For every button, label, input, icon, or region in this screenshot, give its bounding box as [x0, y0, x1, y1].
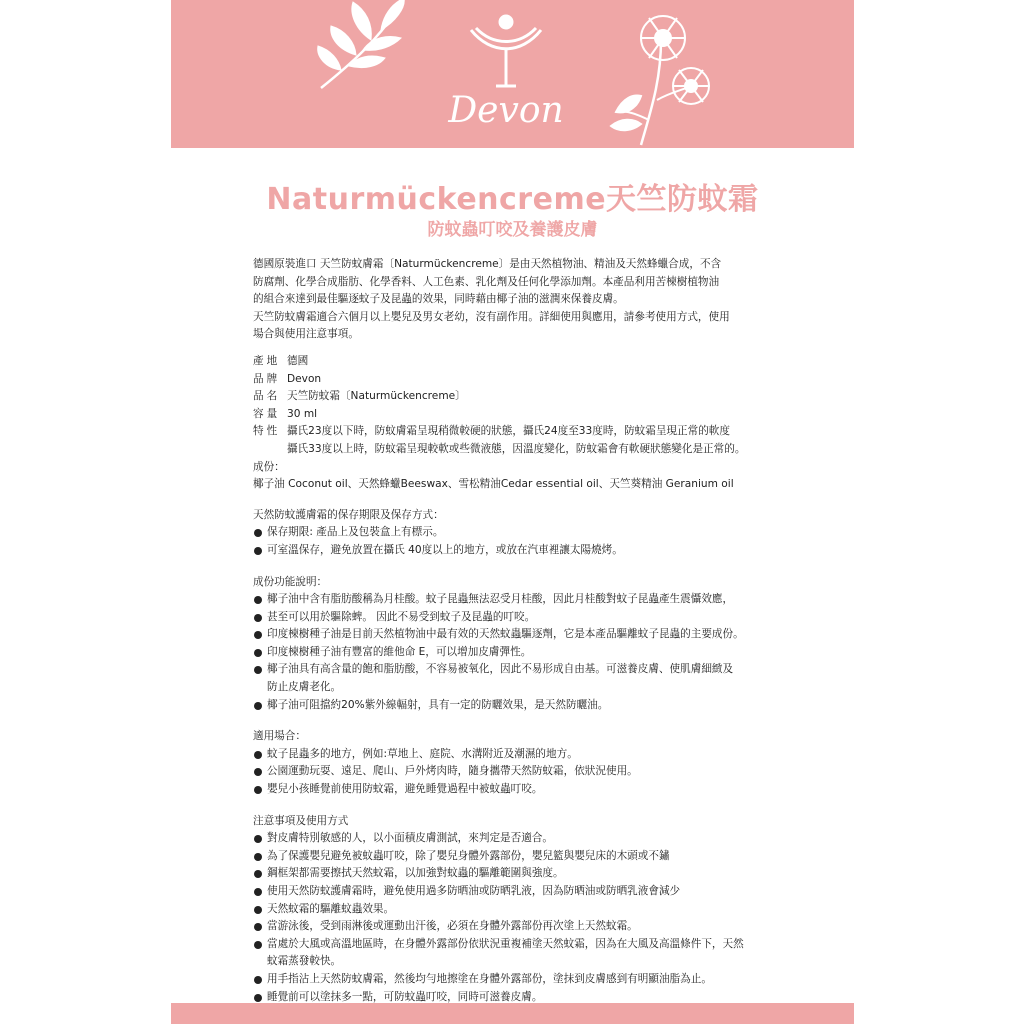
spec-label: 品牌 — [253, 372, 281, 385]
spec-value: 德國 — [287, 354, 309, 367]
list-item-text: 使用天然防蚊護膚霜時，避免使用過多防晒油或防晒乳液，因為防晒油或防晒乳液會減少 — [267, 885, 681, 897]
floral-logo-illustration — [171, 0, 854, 148]
intro-line: 德國原裝進口 天竺防蚊膚霜〔Naturmückencreme〕是由天然植物油、精油及天然蜂蠟合成，不含 — [253, 258, 722, 270]
spec-label: 特性 — [253, 425, 281, 438]
section-heading: 注意事項及使用方式 — [253, 814, 349, 827]
devon-emblem-icon — [471, 16, 541, 86]
section-bullet-list — [253, 524, 773, 559]
list-item — [253, 781, 773, 799]
list-item-text: 蚊子昆蟲多的地方，例如:草地上、庭院、水溝附近及潮濕的地方。 — [267, 747, 578, 760]
section-heading: 天然防蚊護膚霜的保存期限及保存方式： — [253, 508, 444, 521]
flower-illustration-icon — [611, 16, 709, 145]
info-sections — [253, 494, 773, 1006]
list-item-text: 可室溫保存，避免放置在攝氏 40度以上的地方，或放在汽車裡讓太陽燒烤。 — [267, 543, 623, 556]
section-heading: 成份功能說明： — [253, 575, 328, 588]
list-item — [253, 971, 773, 989]
ingredients-list: 椰子油 Coconut oil、天然蜂蠟Beeswax、雪松精油Cedar essential oil、天竺葵精油 Geranium oil — [253, 478, 734, 491]
spec-continuation: 攝氏33度以上時，防蚊霜呈現較軟或些微液態，因溫度變化，防蚊霜會有軟硬狀態變化是正常的。 — [287, 442, 746, 455]
list-item-text: 當處於大風或高溫地區時，在身體外露部份依狀況重複補塗天然蚊霜，因為在大風及高溫條件下，天然 蚊霜蒸發較快。 — [267, 937, 744, 968]
list-item — [253, 830, 773, 848]
list-item — [253, 661, 773, 696]
list-item — [253, 609, 773, 627]
list-item — [253, 591, 773, 609]
spec-value: 攝氏23度以下時，防蚊膚霜呈現稍微較硬的狀態，攝氏24度至33度時，防蚊霜呈現正常的軟度 — [287, 425, 730, 438]
page-subtitle: 防蚊蟲叮咬及養護皮膚 — [427, 220, 598, 240]
product-description — [253, 256, 773, 1006]
list-item — [253, 883, 773, 901]
brand-logo-text: Devon — [448, 90, 564, 131]
spec-value: 30 ml — [287, 407, 318, 420]
list-item-text: 為了保護嬰兒避免被蚊蟲叮咬，除了嬰兒身體外露部份，嬰兒籃與嬰兒床的木頭或不鏽 — [267, 849, 670, 862]
product-page — [171, 0, 854, 1024]
list-item-text: 保存期限: 產品上及包裝盒上有標示。 — [267, 526, 444, 539]
spec-value: Devon — [287, 372, 322, 385]
spec-row-volume — [253, 406, 773, 424]
list-item — [253, 901, 773, 919]
spec-row-property — [253, 423, 773, 441]
ingredients-label: 成份： — [253, 460, 285, 473]
list-item — [253, 865, 773, 883]
list-item-text: 公園運動玩耍、遠足、爬山、戶外烤肉時，隨身攜帶天然防蚊霜，依狀況使用。 — [267, 765, 638, 778]
list-item — [253, 644, 773, 662]
list-item-text: 印度楝樹種子油有豐富的維他命 E，可以增加皮膚彈性。 — [267, 645, 532, 658]
section-bullet-list — [253, 746, 773, 799]
list-item-text: 睡覺前可以塗抹多一點，可防蚊蟲叮咬，同時可滋養皮膚。 — [267, 990, 543, 1003]
list-item — [253, 848, 773, 866]
section-heading: 適用場合： — [253, 730, 306, 743]
list-item-text: 當游泳後，受到雨淋後或運動出汗後，必須在身體外露部份再次塗上天然蚊霜。 — [267, 920, 638, 933]
header-banner — [171, 0, 854, 148]
list-item-text: 椰子油具有高含量的飽和脂肪酸，不容易被氧化，因此不易形成自由基。可滋養皮膚、使肌膚細緻及 防止皮膚老化。 — [267, 663, 734, 694]
spec-label: 產地 — [253, 354, 281, 367]
page-title: Naturmückencreme天竺防蚊霜 — [266, 182, 759, 217]
list-item-text: 印度楝樹種子油是目前天然植物油中最有效的天然蚊蟲驅逐劑，它是本產品驅離蚊子昆蟲的主要成份。 — [267, 628, 744, 641]
spec-label: 品名 — [253, 390, 281, 403]
spec-row-product-name — [253, 388, 773, 406]
intro-line: 防腐劑、化學合成脂肪、化學香料、人工色素、乳化劑及任何化學添加劑。本產品利用苦楝樹植物油 — [253, 275, 720, 288]
list-item-text: 鋼框架都需要擦拭天然蚊霜，以加強對蚊蟲的驅離範圍與強度。 — [267, 867, 564, 880]
footer-bar — [171, 1003, 854, 1024]
spec-row-origin — [253, 353, 773, 371]
spec-list — [253, 353, 773, 459]
intro-paragraph — [253, 256, 773, 344]
intro-line: 天竺防蚊膚霜適合六個月以上嬰兒及男女老幼，沒有副作用。詳細使用與應用，請參考使用方式，使用 — [253, 310, 730, 323]
spec-row-brand — [253, 371, 773, 389]
list-item — [253, 626, 773, 644]
list-item-text: 天然蚊霜的驅離蚊蟲效果。 — [267, 902, 395, 915]
list-item-text: 對皮膚特別敏感的人，以小面積皮膚測試，來判定是否適合。 — [267, 832, 554, 845]
list-item-text: 嬰兒小孩睡覺前使用防蚊霜，避免睡覺過程中被蚊蟲叮咬。 — [267, 783, 543, 796]
list-item — [253, 763, 773, 781]
section-bullet-list — [253, 830, 773, 1006]
intro-line: 的組合來達到最佳驅逐蚊子及昆蟲的效果，同時藉由椰子油的滋潤來保養皮膚。 — [253, 293, 624, 306]
spec-label: 容量 — [253, 407, 281, 420]
list-item — [253, 936, 773, 971]
list-item-text: 椰子油可阻擋約20%紫外線輻射，具有一定的防曬效果，是天然防曬油。 — [267, 698, 609, 711]
list-item — [253, 542, 773, 560]
list-item-text: 椰子油中含有脂肪酸稱為月桂酸。蚊子昆蟲無法忍受月桂酸，因此月桂酸對蚊子昆蟲產生震懾效應， — [267, 593, 734, 606]
leaf-branch-icon — [318, 0, 405, 88]
list-item — [253, 918, 773, 936]
list-item — [253, 697, 773, 715]
intro-line: 場合與使用注意事項。 — [253, 328, 359, 341]
spec-value: 天竺防蚊霜〔Naturmückencreme〕 — [287, 390, 466, 403]
list-item-text: 甚至可以用於驅除蜱。 因此不易受到蚊子及昆蟲的叮咬。 — [267, 610, 536, 623]
list-item — [253, 746, 773, 764]
list-item — [253, 524, 773, 542]
list-item-text: 用手指沾上天然防蚊膚霜，然後均勻地擦塗在身體外露部份，塗抹到皮膚感到有明顯油脂為止。 — [267, 972, 712, 985]
section-bullet-list — [253, 591, 773, 714]
